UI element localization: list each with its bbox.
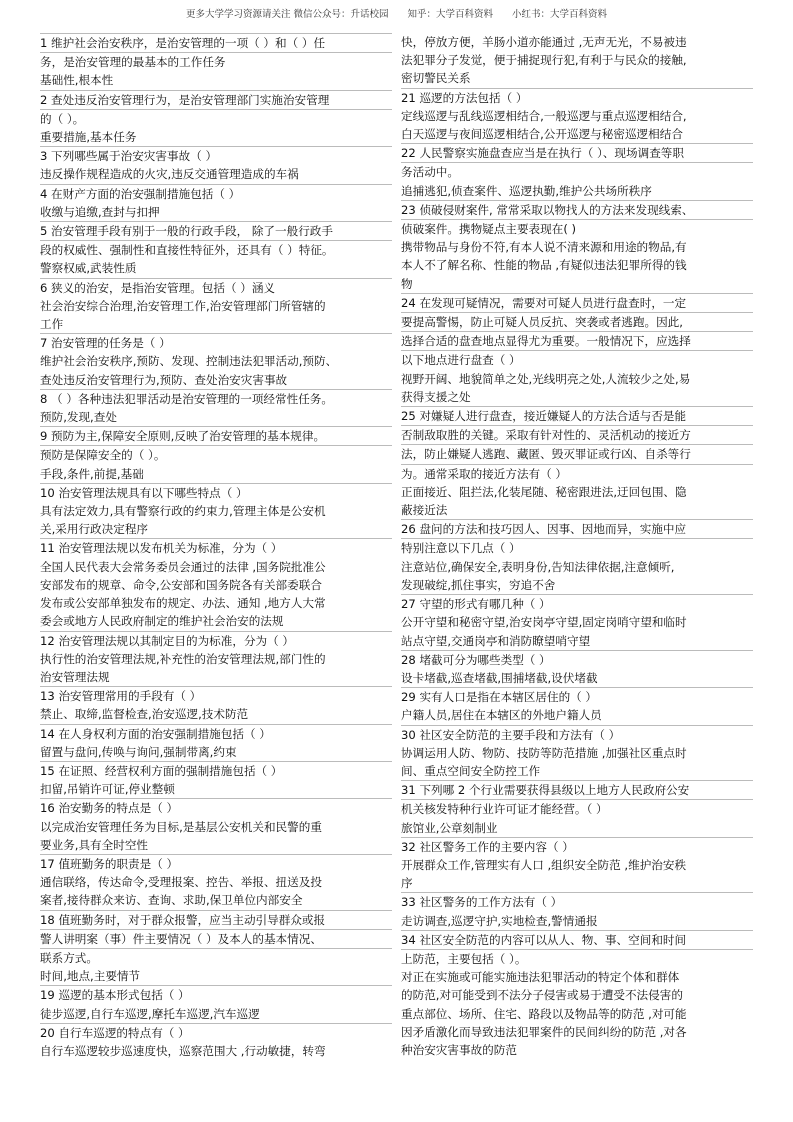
question-line: 25 对嫌疑人进行盘查，接近嫌疑人的方法合适与否是能 xyxy=(401,406,753,425)
answer-line: 收缴与追缴,查封与扣押 xyxy=(40,204,160,219)
question-line: 以下地点进行盘查（ ） xyxy=(401,350,753,369)
question-line: 31 下列哪 2 个行业需要获得县级以上地方人民政府公安 xyxy=(401,780,753,799)
question-line: 24 在发现可疑情况，需要对可疑人员进行盘查时，一定 xyxy=(401,293,753,312)
answer-line: 设卡堵截,巡查堵截,围捕堵截,设伏堵截 xyxy=(401,670,598,685)
question-line: 警人讲明案（事）件主要情况（ ）及本人的基本情况、 xyxy=(40,929,392,948)
question-line: 预防是保障安全的（ ）。 xyxy=(40,445,392,464)
answer-line: 预防,发现,查处 xyxy=(40,410,117,425)
left-column xyxy=(40,33,392,1060)
question-line: 为。通常采取的接近方法有（ ） xyxy=(401,464,753,483)
question-line: 13 治安管理常用的手段有（ ） xyxy=(40,686,392,705)
question-line: 34 社区安全防范的内容可以从人、物、事、空间和时间 xyxy=(401,930,753,949)
answer-line: 快，停放方便，羊肠小道亦能通过 ,无声无光，不易被违 xyxy=(401,35,687,49)
question-line: 7 治安管理的任务是（ ） xyxy=(40,333,392,352)
question-line: 19 巡逻的基本形式包括（ ） xyxy=(40,985,392,1004)
answer-line: 站点守望,交通岗亭和消防瞭望哨守望 xyxy=(401,633,591,648)
answer-line: 时间,地点,主要情节 xyxy=(40,969,141,984)
answer-line: 发布或公安部单独发布的规定、办法、通知 ,地方人大常 xyxy=(40,596,326,611)
question-line: 30 社区安全防范的主要手段和方法有（ ） xyxy=(401,725,753,744)
question-line: 6 狭义的治安，是指治安管理。包括（ ）涵义 xyxy=(40,278,392,297)
answer-line: 物 xyxy=(401,276,413,291)
question-line: 段的权威性、强制性和直接性特征外，还具有（ ）特征。 xyxy=(40,240,392,259)
answer-line: 协调运用人防、物防、技防等防范措施 ,加强社区重点时 xyxy=(401,745,687,760)
answer-line: 维护社会治安秩序,预防、发现、控制违法犯罪活动,预防、 xyxy=(40,354,338,369)
answer-line: 本人不了解名称、性能的物品 ,有疑似违法犯罪所得的钱 xyxy=(401,258,687,273)
question-line: 特别注意以下几点（ ） xyxy=(401,538,753,557)
question-line: 17 值班勤务的职责是（ ） xyxy=(40,854,392,873)
question-line: 法，防止嫌疑人逃跑、藏匿、毁灭罪证或行凶、自杀等行 xyxy=(401,444,753,463)
answer-line: 全国人民代表大会常务委员会通过的法律 ,国务院批准公 xyxy=(40,559,326,574)
answer-line: 开展群众工作,管理实有人口 ,组织安全防范 ,维护治安秩 xyxy=(401,857,687,872)
answer-line: 执行性的治安管理法规,补充性的治安管理法规,部门性的 xyxy=(40,651,326,666)
question-line: 33 社区警务的工作方法有（ ） xyxy=(401,892,753,911)
answer-line: 的防范,对可能受到不法分子侵害或易于遭受不法侵害的 xyxy=(401,988,683,1003)
answer-line: 治安管理法规 xyxy=(40,669,110,684)
answer-line: 序 xyxy=(401,876,413,891)
question-line: 21 巡逻的方法包括（ ） xyxy=(401,88,753,107)
answer-line: 查处违反治安管理行为,预防、查处治安灾害事故 xyxy=(40,372,288,387)
answer-line: 因矛盾激化而导致违法犯罪案件的民间纠纷的防范 ,对各 xyxy=(401,1024,687,1039)
question-line: 务活动中。 xyxy=(401,162,753,181)
page-header xyxy=(0,6,793,20)
question-line: 29 实有人口是指在本辖区居住的（ ） xyxy=(401,687,753,706)
answer-line: 蔽接近法 xyxy=(401,503,448,518)
answer-line: 注意站位,确保安全,表明身份,告知法律依据,注意倾听, xyxy=(401,559,675,574)
answer-line: 追捕逃犯,侦查案件、巡逻执勤,维护公共场所秩序 xyxy=(401,183,652,198)
answer-line: 徒步巡逻,自行车巡逻,摩托车巡逻,汽车巡逻 xyxy=(40,1006,260,1021)
answer-line: 重点部位、场所、住宅、路段以及物品等的防范 ,对可能 xyxy=(401,1006,687,1021)
question-line: 2 查处违反治安管理行为，是治安管理部门实施治安管理 xyxy=(40,90,392,109)
answer-line: 工作 xyxy=(40,317,64,332)
header-zhihu-note: 知乎：大学百科资料 xyxy=(407,9,494,20)
question-line: 28 堵截可分为哪些类型（ ） xyxy=(401,650,753,669)
question-line: 的（ ）。 xyxy=(40,109,392,128)
answer-line: 对正在实施或可能实施违法犯罪活动的特定个体和群体 xyxy=(401,970,680,985)
question-line: 12 治安管理法规以其制定目的为标准，分为（ ） xyxy=(40,631,392,650)
header-wechat-note: 更多大学学习资源请关注 微信公众号：升话校园 xyxy=(185,9,389,20)
answer-line: 委会或地方人民政府制定的维护社会治安的法规 xyxy=(40,614,284,629)
question-line: 11 治安管理法规以发布机关为标准，分为（ ） xyxy=(40,538,392,557)
question-line: 8 （ ）各种违法犯罪活动是治安管理的一项经常性任务。 xyxy=(40,389,392,408)
question-line: 机关核发特种行业许可证才能经营。（ ） xyxy=(401,799,753,818)
question-line: 27 守望的形式有哪几种（ ） xyxy=(401,594,753,613)
question-line: 23 侦破侵财案件, 常常采取以物找人的方法来发现线索、 xyxy=(401,200,753,219)
question-line: 14 在人身权利方面的治安强制措施包括（ ） xyxy=(40,724,392,743)
question-line: 务，是治安管理的最基本的工作任务 xyxy=(40,52,392,71)
question-line: 否制敌取胜的关键。采取有针对性的、灵活机动的接近方 xyxy=(401,425,753,444)
question-line: 联系方式。 xyxy=(40,948,392,967)
answer-line: 关,采用行政决定程序 xyxy=(40,522,149,537)
question-line: 3 下列哪些属于治安灾害事故（ ） xyxy=(40,146,392,165)
answer-line: 定线巡逻与乱线巡逻相结合,一般巡逻与重点巡逻相结合, xyxy=(401,108,687,123)
answer-line: 违反操作规程造成的火灾,违反交通管理造成的车祸 xyxy=(40,167,299,182)
answer-line: 法犯罪分子发觉，便于捕捉现行犯,有利于与民众的接触, xyxy=(401,53,687,68)
answer-line: 户籍人员,居住在本辖区的外地户籍人员 xyxy=(401,708,602,723)
answer-line: 正面接近、阻拦法,化装尾随、秘密跟进法,迂回包围、隐 xyxy=(401,484,687,499)
answer-line: 具有法定效力,具有警察行政的约束力,管理主体是公安机 xyxy=(40,504,326,519)
answer-line: 要业务,具有全时空性 xyxy=(40,837,149,852)
question-line: 要提高警惕，防止可疑人员反抗、突袭或者逃跑。因此, xyxy=(401,312,753,331)
answer-line: 发现破绽,抓住事实，穷追不舍 xyxy=(401,577,556,592)
answer-line: 走访调查,巡逻守护,实地检查,警情通报 xyxy=(401,913,598,928)
answer-line: 公开守望和秘密守望,治安岗亭守望,固定岗哨守望和临时 xyxy=(401,615,687,630)
answer-line: 基础性,根本性 xyxy=(40,73,114,88)
answer-line: 白天巡逻与夜间巡逻相结合,公开巡逻与秘密巡逻相结合 xyxy=(401,127,683,142)
question-line: 26 盘问的方法和技巧因人、因事、因地而异，实施中应 xyxy=(401,519,753,538)
question-line: 1 维护社会治安秩序，是治安管理的一项（ ）和（ ）任 xyxy=(40,33,392,52)
question-line: 18 值班勤务时，对于群众报警，应当主动引导群众或报 xyxy=(40,910,392,929)
question-line: 16 治安勤务的特点是（ ） xyxy=(40,798,392,817)
answer-line: 密切警民关系 xyxy=(401,71,471,86)
question-line: 侦破案件。携物疑点主要表现在( ) xyxy=(401,219,753,238)
answer-line: 警察权威,武装性质 xyxy=(40,261,137,276)
answer-line: 间、重点空间安全防控工作 xyxy=(401,763,541,778)
answer-line: 重要措施,基本任务 xyxy=(40,130,137,145)
answer-line: 扣留,吊销许可证,停业整顿 xyxy=(40,782,175,797)
answer-line: 视野开阔、地貌简单之处,光线明亮之处,人流较少之处,易 xyxy=(401,371,691,386)
question-line: 上防范，主要包括（ ）。 xyxy=(401,949,753,968)
answer-line: 获得支援之处 xyxy=(401,389,471,404)
answer-line: 留置与盘问,传唤与询问,强制带离,约束 xyxy=(40,744,237,759)
answer-line: 自行车巡逻较步巡速度快，巡察范围大 ,行动敏捷，转弯 xyxy=(40,1043,326,1058)
question-line: 20 自行车巡逻的特点有（ ） xyxy=(40,1023,392,1042)
question-line: 22 人民警察实施盘查应当是在执行（ ）、现场调查等职 xyxy=(401,143,753,162)
answer-line: 禁止、取缔,监督检查,治安巡逻,技术防范 xyxy=(40,707,249,722)
question-line: 10 治安管理法规具有以下哪些特点（ ） xyxy=(40,483,392,502)
header-xiaohongshu-note: 小红书：大学百科资料 xyxy=(512,9,608,20)
question-line: 9 预防为主,保障安全原则,反映了治安管理的基本规律。 xyxy=(40,426,392,445)
answer-line: 安部发布的规章、命令,公安部和国务院各有关部委联合 xyxy=(40,577,322,592)
answer-line: 社会治安综合治理,治安管理工作,治安管理部门所管辖的 xyxy=(40,298,326,313)
answer-line: 种治安灾害事故的防范 xyxy=(401,1042,517,1057)
question-line: 选择合适的盘查地点显得尤为重要。一般情况下，应选择 xyxy=(401,331,753,350)
right-column xyxy=(401,33,753,1059)
question-line: 15 在证照、经营权利方面的强制措施包括（ ） xyxy=(40,761,392,780)
answer-line: 通信联络，传达命令,受理报案、控告、举报、扭送及投 xyxy=(40,875,322,890)
answer-line: 以完成治安管理任务为目标,是基层公安机关和民警的重 xyxy=(40,819,322,834)
question-line: 5 治安管理手段有别于一般的行政手段， 除了一般行政手 xyxy=(40,221,392,240)
answer-line: 案者,接待群众来访、查询、求助,保卫单位内部安全 xyxy=(40,893,303,908)
answer-line: 携带物品与身份不符,有本人说不清来源和用途的物品,有 xyxy=(401,240,687,255)
question-line: 32 社区警务工作的主要内容（ ） xyxy=(401,837,753,856)
answer-line: 手段,条件,前提,基础 xyxy=(40,466,144,481)
answer-line: 旅馆业,公章刻制业 xyxy=(401,820,498,835)
question-line: 4 在财产方面的治安强制措施包括（ ） xyxy=(40,184,392,203)
